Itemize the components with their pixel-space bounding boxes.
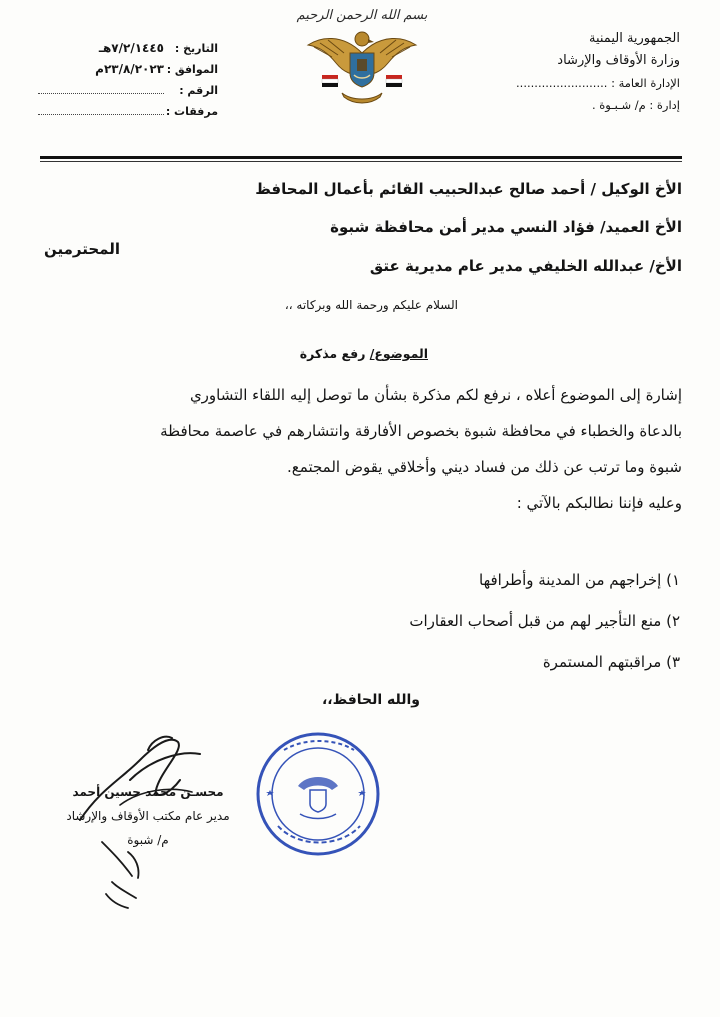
org-ministry: وزارة الأوقاف والإرشاد <box>557 53 680 68</box>
honorific: المحترمين <box>44 240 121 258</box>
list-item: ٢) منع التأجير لهم من قبل أصحاب العقارات <box>409 612 680 630</box>
greeting: السلام عليكم ورحمة الله وبركاته ،، <box>284 298 458 312</box>
letter-meta <box>38 38 218 122</box>
signatory-title: مدير عام مكتب الأوقاف والإرشاد <box>66 809 230 823</box>
body-line: وعليه فإننا نطالبكم بالآتي : <box>516 494 682 512</box>
org-general-directorate: الإدارة العامة : ......................... <box>516 76 680 90</box>
meta-reference-number: الرقم : <box>38 80 218 101</box>
header-divider <box>40 156 682 159</box>
meta-date-hijri: التاريخ : ٧/٢/١٤٤٥هـ <box>98 41 218 55</box>
signatory-place: م/ شبوة <box>127 833 169 847</box>
eagle-emblem-icon <box>302 23 422 109</box>
closing-phrase: والله الحافظ،، <box>321 692 420 708</box>
meta-blank-line <box>38 102 164 115</box>
demands-list <box>409 560 680 683</box>
org-country: الجمهورية اليمنية <box>588 31 680 46</box>
addressee-3: الأخ/ عبدالله الخليفي مدير عام مديرية عتق <box>369 257 682 275</box>
meta-date-gregorian: الموافق : ٢٣/٨/٢٠٢٣م <box>95 62 218 76</box>
body-line: بالدعاة والخطباء في محافظة شبوة بخصوص الأفارقة وانتشارهم في عاصمة محافظة <box>160 422 682 440</box>
basmala: بسم الله الرحمن الرحيم <box>296 8 428 23</box>
subject-label: الموضوع/ <box>369 346 428 361</box>
meta-blank-line <box>38 81 164 94</box>
signatory-name: محسـن محمد حسين أحمد <box>72 785 224 799</box>
list-item: ١) إخراجهم من المدينة وأطرافها <box>479 571 680 589</box>
body-line: شبوة وما ترتب عن ذلك من فساد ديني وأخلاقي يقوض المجتمع. <box>287 458 682 476</box>
header-divider-thin <box>40 161 682 162</box>
official-stamp-icon <box>254 730 382 858</box>
handwritten-note-icon <box>92 832 152 912</box>
letterhead-organization <box>516 28 680 116</box>
subject-line <box>300 346 428 361</box>
letterhead-emblem <box>292 8 432 113</box>
list-item: ٣) مراقبتهم المستمرة <box>542 653 680 671</box>
body-line: إشارة إلى الموضوع أعلاه ، نرفع لكم مذكرة بشأن ما توصل إليه اللقاء التشاوري <box>189 386 682 404</box>
meta-attachments: مرفقات : <box>38 101 218 122</box>
subject-text: رفع مذكرة <box>299 346 366 361</box>
org-directorate: إدارة : م/ شـبـوة . <box>591 98 680 112</box>
letter-body <box>38 377 682 521</box>
addressee-2: الأخ العميد/ فؤاد النسي مدير أمن محافظة شبوة <box>330 218 682 236</box>
addressee-1: الأخ الوكيل / أحمد صالح عبدالحبيب القائم بأعمال المحافظ <box>255 180 682 198</box>
